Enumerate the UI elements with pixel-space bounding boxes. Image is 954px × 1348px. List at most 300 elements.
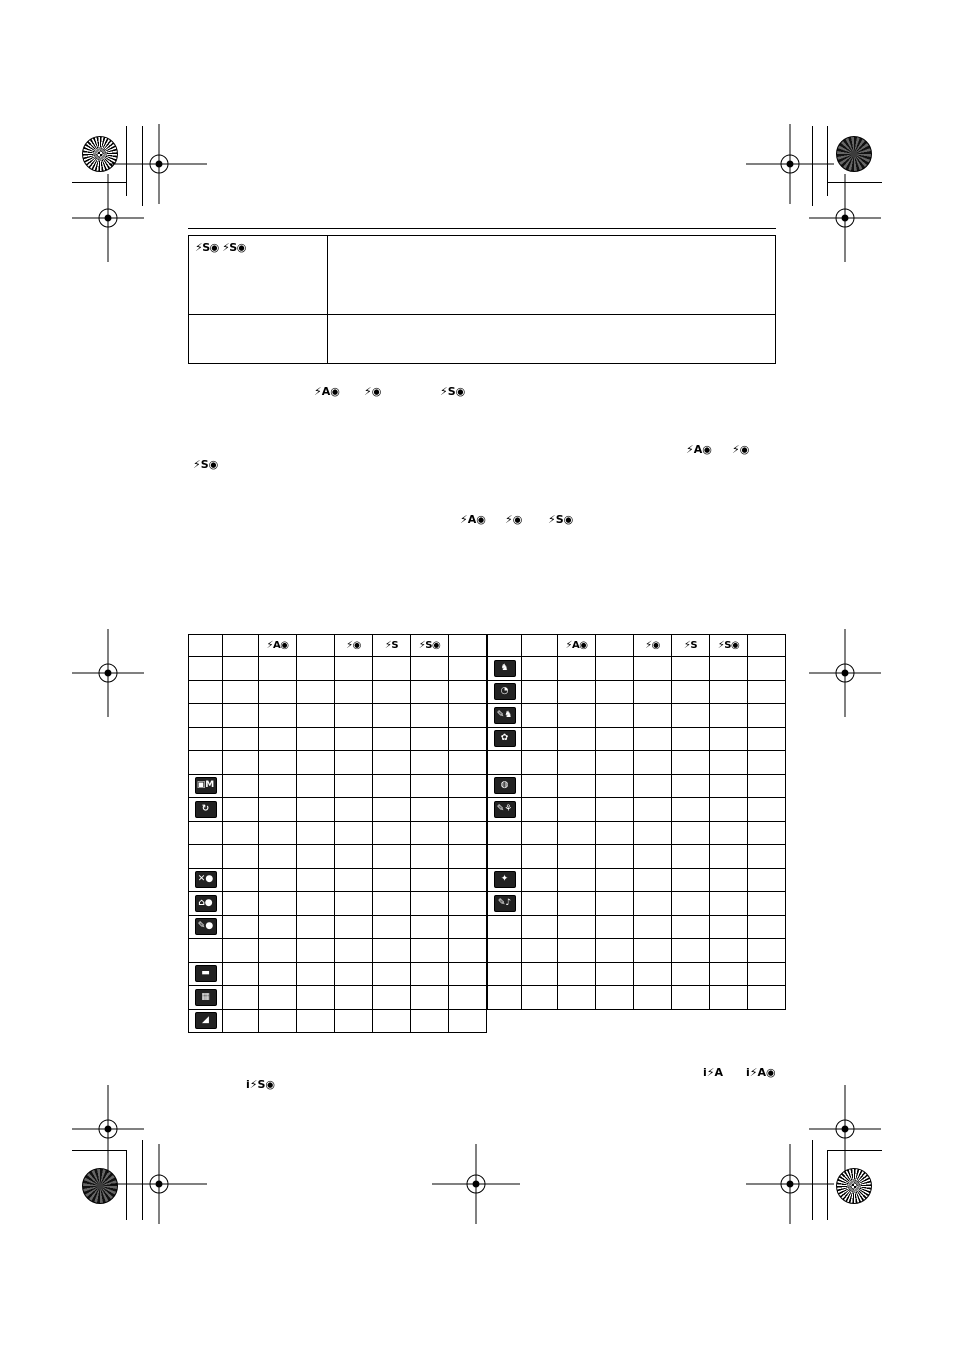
scene-mode-cell (488, 962, 522, 986)
table-cell (672, 774, 710, 798)
scene-mode-cell (189, 751, 223, 775)
flash-on-redeye-icon: ⚡◉ (505, 513, 523, 526)
table-cell (748, 915, 786, 939)
header-cell: ⚡S (373, 635, 411, 657)
table-cell (522, 845, 558, 869)
table-cell (596, 986, 634, 1010)
scene-mode-icon: ⌂● (195, 895, 217, 912)
table-row (488, 657, 786, 681)
table-cell (297, 657, 335, 681)
scene-mode-cell (488, 751, 522, 775)
table-cell (596, 939, 634, 963)
table-row (189, 751, 487, 775)
scene-mode-cell (189, 727, 223, 751)
table-cell (335, 798, 373, 822)
table-row (189, 845, 487, 869)
scene-mode-icon: ✎⚘ (494, 801, 516, 818)
table-cell (558, 704, 596, 728)
table-cell (223, 798, 259, 822)
table-cell (223, 774, 259, 798)
scene-mode-cell (488, 798, 522, 822)
table-cell (259, 892, 297, 916)
table-cell (558, 774, 596, 798)
table-cell (373, 939, 411, 963)
table-cell (449, 798, 487, 822)
scene-mode-icon: ✎♞ (494, 707, 516, 724)
header-cell: ⚡A◉ (259, 635, 297, 657)
scene-mode-cell (189, 1009, 223, 1033)
table-cell (558, 821, 596, 845)
scene-mode-cell (189, 774, 223, 798)
table-cell (748, 845, 786, 869)
table-cell (297, 727, 335, 751)
table-cell (373, 868, 411, 892)
header-cell (748, 635, 786, 657)
table-cell (710, 962, 748, 986)
table-cell (373, 727, 411, 751)
table-cell (558, 798, 596, 822)
table-cell (710, 704, 748, 728)
scene-mode-cell (488, 727, 522, 751)
table-cell (411, 751, 449, 775)
table-cell (373, 657, 411, 681)
table-cell (335, 892, 373, 916)
table-cell (748, 962, 786, 986)
table-cell (710, 821, 748, 845)
table-cell (634, 727, 672, 751)
table-cell (335, 680, 373, 704)
scene-mode-icon: ◢ (195, 1012, 217, 1029)
symbol-cell (189, 315, 328, 364)
table-row (488, 774, 786, 798)
scene-mode-cell (189, 680, 223, 704)
flash-slow-sync-icon: ⚡S◉ ⚡S◉ (195, 241, 246, 254)
scene-mode-cell (189, 657, 223, 681)
table-cell (335, 962, 373, 986)
table-cell (259, 821, 297, 845)
table-cell (259, 798, 297, 822)
table-cell (710, 986, 748, 1010)
table-cell (522, 751, 558, 775)
table-cell (558, 915, 596, 939)
header-cell: ⚡S◉ (411, 635, 449, 657)
table-header-row (488, 635, 786, 657)
table-cell (223, 657, 259, 681)
table-cell (596, 821, 634, 845)
table-cell (748, 751, 786, 775)
table-cell (411, 915, 449, 939)
scene-mode-cell (189, 892, 223, 916)
table-cell (259, 845, 297, 869)
table-cell (223, 962, 259, 986)
table-cell (710, 939, 748, 963)
table-cell (335, 1009, 373, 1033)
scene-mode-cell (189, 868, 223, 892)
scene-mode-cell (488, 774, 522, 798)
table-row (488, 892, 786, 916)
flash-auto-redeye-icon: ⚡A◉ (686, 443, 712, 456)
table-cell (558, 680, 596, 704)
flash-on-redeye-icon: ⚡◉ (732, 443, 750, 456)
table-cell (335, 939, 373, 963)
table-cell (522, 962, 558, 986)
table-cell (259, 868, 297, 892)
table-cell (373, 774, 411, 798)
table-cell (297, 704, 335, 728)
table-row (488, 915, 786, 939)
table-cell (259, 680, 297, 704)
table-cell (748, 727, 786, 751)
intelligent-flash-auto-icon: i⚡A (703, 1066, 724, 1079)
table-cell (522, 868, 558, 892)
table-cell (223, 986, 259, 1010)
header-rule (188, 228, 776, 229)
table-cell (259, 727, 297, 751)
table-cell (411, 821, 449, 845)
table-cell (335, 986, 373, 1010)
table-cell (748, 986, 786, 1010)
table-cell (672, 986, 710, 1010)
table-cell (259, 657, 297, 681)
table-cell (223, 704, 259, 728)
table-row (189, 939, 487, 963)
table-row (189, 798, 487, 822)
table-cell (558, 727, 596, 751)
table-row (189, 892, 487, 916)
table-cell (297, 939, 335, 963)
table-cell (522, 915, 558, 939)
table-cell (373, 704, 411, 728)
table-cell (223, 680, 259, 704)
scene-mode-cell (189, 845, 223, 869)
scene-mode-icon: ↻ (195, 801, 217, 818)
table-row (189, 821, 487, 845)
table-row (189, 868, 487, 892)
table-cell (634, 845, 672, 869)
table-cell (672, 892, 710, 916)
table-row (189, 774, 487, 798)
table-cell (411, 727, 449, 751)
table-row (189, 915, 487, 939)
table-cell (335, 915, 373, 939)
table-cell (596, 868, 634, 892)
table-cell (297, 680, 335, 704)
table-cell (596, 845, 634, 869)
table-cell (596, 751, 634, 775)
table-cell (672, 727, 710, 751)
scene-mode-icon: ✎● (195, 918, 217, 935)
table-cell (449, 774, 487, 798)
table-cell (634, 915, 672, 939)
table-cell (297, 845, 335, 869)
table-cell (297, 798, 335, 822)
table-header-row (189, 635, 487, 657)
table-cell (748, 680, 786, 704)
table-cell (449, 727, 487, 751)
table-cell (672, 680, 710, 704)
table-cell (449, 939, 487, 963)
table-cell (411, 845, 449, 869)
scene-mode-icon: ✦ (494, 871, 516, 888)
table-cell (634, 657, 672, 681)
header-cell (449, 635, 487, 657)
table-cell (522, 704, 558, 728)
description-cell (328, 236, 776, 315)
table-row (189, 236, 776, 315)
scene-flash-table-right (487, 634, 786, 1010)
table-cell (223, 892, 259, 916)
description-cell (328, 315, 776, 364)
scene-mode-icon: ✎♪ (494, 895, 516, 912)
header-cell (297, 635, 335, 657)
table-cell (449, 962, 487, 986)
table-cell (411, 962, 449, 986)
table-cell (710, 892, 748, 916)
table-cell (558, 868, 596, 892)
header-cell (223, 635, 259, 657)
table-cell (596, 680, 634, 704)
table-cell (710, 727, 748, 751)
header-cell: ⚡A◉ (558, 635, 596, 657)
table-cell (449, 868, 487, 892)
table-cell (411, 986, 449, 1010)
table-cell (259, 962, 297, 986)
scene-mode-cell (488, 845, 522, 869)
scene-mode-cell (189, 915, 223, 939)
flash-slow-redeye-icon: ⚡S◉ (548, 513, 574, 526)
table-cell (449, 915, 487, 939)
scene-mode-icon: ▣M (195, 777, 217, 794)
table-cell (748, 892, 786, 916)
table-cell (411, 892, 449, 916)
table-cell (223, 751, 259, 775)
table-cell (259, 915, 297, 939)
table-cell (710, 915, 748, 939)
table-cell (297, 774, 335, 798)
table-cell (672, 704, 710, 728)
table-cell (297, 751, 335, 775)
table-cell (411, 657, 449, 681)
table-cell (373, 962, 411, 986)
table-row (488, 798, 786, 822)
table-cell (672, 962, 710, 986)
table-cell (672, 821, 710, 845)
scene-mode-cell (488, 915, 522, 939)
table-cell (634, 680, 672, 704)
table-cell (710, 868, 748, 892)
scene-mode-cell (488, 680, 522, 704)
table-cell (373, 798, 411, 822)
table-cell (411, 868, 449, 892)
table-cell (558, 939, 596, 963)
scene-mode-icon: ♞ (494, 660, 516, 677)
table-row (189, 962, 487, 986)
scene-mode-cell (189, 798, 223, 822)
symbol-cell (189, 236, 328, 315)
table-cell (634, 868, 672, 892)
table-cell (596, 704, 634, 728)
table-cell (223, 845, 259, 869)
table-cell (411, 680, 449, 704)
table-row (189, 680, 487, 704)
table-row (488, 821, 786, 845)
table-cell (297, 868, 335, 892)
table-cell (596, 892, 634, 916)
flash-slow-redeye-icon: ⚡S◉ (440, 385, 466, 398)
table-cell (297, 821, 335, 845)
table-cell (297, 1009, 335, 1033)
table-cell (672, 939, 710, 963)
table-cell (449, 845, 487, 869)
table-cell (373, 986, 411, 1010)
table-cell (335, 868, 373, 892)
header-cell: ⚡◉ (634, 635, 672, 657)
scene-mode-icon: ✕● (195, 871, 217, 888)
table-cell (373, 892, 411, 916)
table-row (189, 657, 487, 681)
scene-mode-icon: ▬ (195, 965, 217, 982)
table-cell (335, 727, 373, 751)
table-row (488, 868, 786, 892)
flash-auto-redeye-icon: ⚡A◉ (314, 385, 340, 398)
table-cell (335, 774, 373, 798)
table-row (488, 727, 786, 751)
table-cell (558, 986, 596, 1010)
table-cell (522, 986, 558, 1010)
table-cell (373, 845, 411, 869)
scene-mode-cell (189, 939, 223, 963)
table-cell (449, 704, 487, 728)
table-cell (449, 892, 487, 916)
table-cell (522, 892, 558, 916)
scene-mode-icon: ▦ (195, 989, 217, 1006)
table-cell (411, 704, 449, 728)
table-row (189, 1009, 487, 1033)
scene-mode-cell (488, 986, 522, 1010)
table-row (488, 704, 786, 728)
table-cell (522, 798, 558, 822)
table-cell (335, 845, 373, 869)
table-cell (297, 915, 335, 939)
table-row (488, 986, 786, 1010)
table-cell (259, 751, 297, 775)
table-row (488, 845, 786, 869)
table-cell (373, 751, 411, 775)
table-cell (672, 845, 710, 869)
table-cell (223, 915, 259, 939)
table-row (189, 986, 487, 1010)
table-cell (558, 892, 596, 916)
table-cell (672, 868, 710, 892)
table-cell (748, 704, 786, 728)
table-cell (634, 774, 672, 798)
table-cell (634, 821, 672, 845)
table-cell (634, 798, 672, 822)
flash-slow-redeye-icon: ⚡S◉ (193, 458, 219, 471)
table-cell (672, 915, 710, 939)
table-cell (710, 774, 748, 798)
table-cell (634, 892, 672, 916)
table-cell (449, 821, 487, 845)
table-cell (411, 774, 449, 798)
flash-info-table (188, 235, 776, 364)
table-cell (223, 821, 259, 845)
table-cell (748, 939, 786, 963)
table-cell (449, 1009, 487, 1033)
table-cell (223, 939, 259, 963)
flash-auto-redeye-icon: ⚡A◉ (460, 513, 486, 526)
table-cell (522, 680, 558, 704)
intelligent-flash-slow-icon: i⚡S◉ (246, 1078, 276, 1091)
table-cell (748, 868, 786, 892)
table-cell (634, 962, 672, 986)
table-cell (596, 774, 634, 798)
table-cell (335, 821, 373, 845)
table-cell (223, 1009, 259, 1033)
table-cell (634, 986, 672, 1010)
scene-mode-icon: ◔ (494, 683, 516, 700)
table-cell (259, 704, 297, 728)
table-cell (373, 1009, 411, 1033)
table-cell (596, 915, 634, 939)
scene-mode-cell (189, 704, 223, 728)
table-cell (522, 774, 558, 798)
table-cell (297, 986, 335, 1010)
table-cell (634, 751, 672, 775)
table-cell (411, 1009, 449, 1033)
scene-mode-cell (189, 986, 223, 1010)
table-cell (259, 939, 297, 963)
table-cell (748, 774, 786, 798)
header-cell: ⚡◉ (335, 635, 373, 657)
table-cell (748, 821, 786, 845)
table-cell (522, 821, 558, 845)
table-cell (449, 657, 487, 681)
table-row (488, 939, 786, 963)
scene-mode-cell (189, 821, 223, 845)
table-row (189, 315, 776, 364)
scene-mode-icon: ◍ (494, 777, 516, 794)
table-cell (297, 962, 335, 986)
table-cell (558, 657, 596, 681)
table-cell (259, 774, 297, 798)
table-cell (710, 798, 748, 822)
table-cell (449, 680, 487, 704)
table-cell (411, 798, 449, 822)
table-cell (748, 657, 786, 681)
table-cell (335, 704, 373, 728)
table-cell (710, 845, 748, 869)
table-cell (710, 657, 748, 681)
scene-mode-cell (488, 868, 522, 892)
header-cell (189, 635, 223, 657)
table-cell (259, 1009, 297, 1033)
flash-on-redeye-icon: ⚡◉ (364, 385, 382, 398)
scene-mode-cell (488, 821, 522, 845)
table-cell (596, 962, 634, 986)
table-cell (297, 892, 335, 916)
table-row (488, 680, 786, 704)
scene-mode-cell (488, 939, 522, 963)
table-cell (522, 657, 558, 681)
table-cell (634, 939, 672, 963)
header-cell: ⚡S◉ (710, 635, 748, 657)
table-cell (259, 986, 297, 1010)
header-cell (522, 635, 558, 657)
scene-mode-cell (189, 962, 223, 986)
table-cell (449, 751, 487, 775)
table-cell (558, 962, 596, 986)
